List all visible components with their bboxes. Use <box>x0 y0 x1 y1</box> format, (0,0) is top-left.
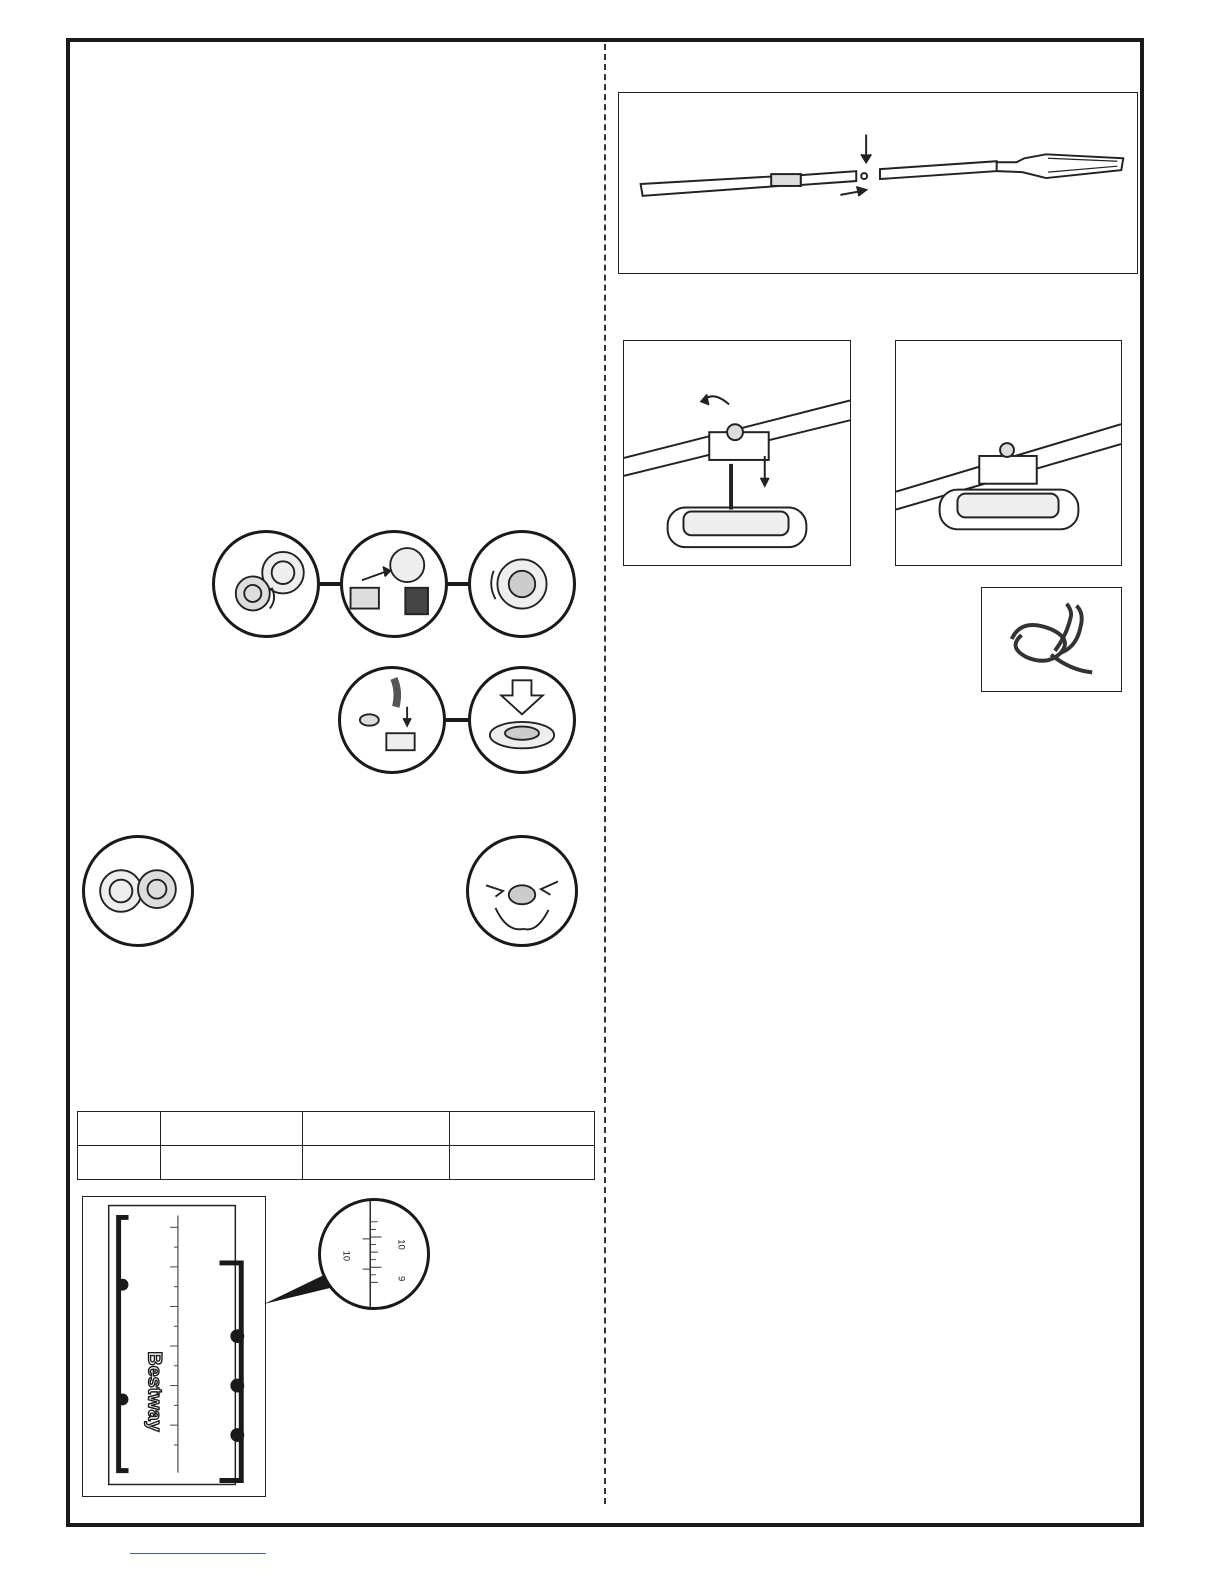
oar-assembly-figure <box>618 92 1138 274</box>
magnifier-scale-icon <box>321 1201 427 1307</box>
table-row <box>78 1146 595 1180</box>
pressure-ruler-figure <box>82 1196 266 1497</box>
table-cell <box>303 1112 450 1146</box>
valve-open-icon <box>85 838 191 944</box>
valve-step-connector-1 <box>318 582 342 586</box>
table-cell <box>450 1146 595 1180</box>
ruler-brand: Bestway <box>143 1351 166 1432</box>
valve-screw-icon <box>471 533 573 635</box>
valve-step-1 <box>212 530 320 638</box>
ruler-magnifier <box>318 1198 430 1310</box>
column-divider <box>604 44 606 1504</box>
spec-table <box>77 1111 595 1180</box>
valve-pinch-icon <box>469 838 575 944</box>
oarlock-open-illustration <box>624 341 850 565</box>
rope-knot-figure <box>981 587 1122 692</box>
pressure-ruler-illustration <box>83 1197 265 1496</box>
valve-step-3 <box>468 530 576 638</box>
oarlock-closed-illustration <box>896 341 1121 565</box>
magnifier-label-right: 10 <box>395 1239 407 1250</box>
pump-step-connector <box>444 718 470 722</box>
table-cell <box>161 1146 303 1180</box>
table-cell <box>78 1112 161 1146</box>
magnifier-pointer <box>262 1270 332 1310</box>
pump-step-2 <box>468 666 576 774</box>
oarlock-closed-figure <box>895 340 1122 566</box>
valve-step-connector-2 <box>446 582 470 586</box>
table-cell <box>78 1146 161 1180</box>
pump-insert-icon <box>343 533 445 635</box>
rope-knot-illustration <box>982 588 1121 691</box>
footer-link-underline[interactable] <box>130 1553 266 1554</box>
magnifier-label-bottom: 9 <box>395 1275 407 1282</box>
oar-assembly-illustration <box>619 93 1137 273</box>
table-cell <box>161 1112 303 1146</box>
oarlock-open-figure <box>623 340 851 566</box>
pump-nozzle-icon <box>341 669 443 771</box>
table-cell <box>303 1146 450 1180</box>
press-valve-icon <box>471 669 573 771</box>
table-row <box>78 1112 595 1146</box>
pump-step-1 <box>338 666 446 774</box>
table-cell <box>450 1112 595 1146</box>
valve-open-figure <box>82 835 194 947</box>
valve-step-2 <box>340 530 448 638</box>
valve-unscrew-icon <box>215 533 317 635</box>
magnifier-label-left: 10 <box>340 1250 352 1262</box>
valve-pinch-figure <box>466 835 578 947</box>
